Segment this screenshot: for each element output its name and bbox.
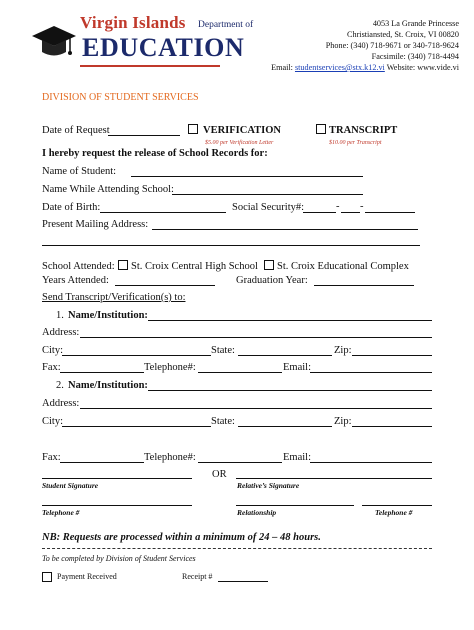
student-telephone-label: Telephone # [42, 508, 80, 517]
transcript-fee: $10.00 per Transcript [329, 140, 382, 146]
recipient2-email-field[interactable] [310, 462, 432, 463]
student-telephone-field[interactable] [42, 505, 192, 506]
or-label: OR [212, 469, 227, 480]
recipient1-fax-field[interactable] [60, 372, 144, 373]
recipient1-name-field[interactable] [148, 320, 432, 321]
recipient2-address-field[interactable] [80, 408, 432, 409]
logo-line2: EDUCATION [82, 33, 245, 62]
verification-label: VERIFICATION [203, 125, 281, 136]
address-line2: Christiansted, St. Croix, VI 00820 [347, 30, 459, 39]
phone: Phone: (340) 718-9671 or 340-718-9624 [325, 41, 459, 50]
recipient2-address-label: Address: [42, 398, 80, 409]
recipient1-zip-label: Zip: [334, 345, 352, 356]
receipt-field[interactable] [218, 581, 268, 582]
recipient2-state-label: State: [211, 416, 235, 427]
name-while-attending-label: Name While Attending School: [42, 184, 174, 195]
payment-received-label: Payment Received [57, 572, 117, 581]
recipient2-zip-label: Zip: [334, 416, 352, 427]
student-signature-field[interactable] [42, 478, 192, 479]
recipient2-fax-label: Fax: [42, 452, 61, 463]
dob-field[interactable] [100, 212, 226, 213]
dob-label: Date of Birth: [42, 202, 101, 213]
transcript-label: TRANSCRIPT [329, 125, 398, 136]
recipient1-address-field[interactable] [80, 337, 432, 338]
recipient2-state-field[interactable] [238, 426, 332, 427]
educational-complex-label: St. Croix Educational Complex [277, 261, 409, 272]
educational-complex-checkbox[interactable] [264, 260, 274, 270]
recipient2-city-label: City: [42, 416, 64, 427]
website: Website: www.vide.vi [386, 63, 459, 72]
mailing-address-field-2[interactable] [42, 245, 420, 246]
school-attended-label: School Attended: [42, 261, 115, 272]
graduation-cap-icon [30, 22, 78, 60]
student-signature-label: Student Signature [42, 481, 99, 490]
verification-checkbox[interactable] [188, 124, 198, 134]
recipient2-name-field[interactable] [148, 390, 432, 391]
graduation-year-field[interactable] [314, 285, 414, 286]
logo-underline [80, 65, 220, 67]
email-link[interactable]: studentservices@stx.k12.vi [294, 63, 385, 72]
years-attended-field[interactable] [115, 285, 215, 286]
recipient1-telephone-field[interactable] [198, 372, 282, 373]
address-line1: 4053 La Grande Princesse [372, 19, 459, 28]
recipient2-city-field[interactable] [62, 426, 211, 427]
student-name-label: Name of Student: [42, 166, 117, 177]
logo-line1: Virgin Islands [80, 13, 186, 32]
central-high-checkbox[interactable] [118, 260, 128, 270]
verification-fee: $5.00 per Verification Letter [205, 140, 274, 146]
recipient1-city-field[interactable] [62, 355, 211, 356]
relative-telephone-label: Telephone # [375, 508, 413, 517]
date-of-request-field[interactable] [108, 135, 180, 136]
ssn-label: Social Security#: [232, 202, 305, 213]
graduation-year-label: Graduation Year: [236, 275, 308, 286]
relative-signature-field[interactable] [236, 478, 432, 479]
office-use-label: To be completed by Division of Student Services [42, 554, 196, 563]
recipient2-fax-field[interactable] [60, 462, 144, 463]
name-while-attending-field[interactable] [172, 194, 363, 195]
relationship-field[interactable] [236, 505, 354, 506]
recipient1-state-field[interactable] [238, 355, 332, 356]
mailing-address-label: Present Mailing Address: [42, 219, 149, 230]
transcript-checkbox[interactable] [316, 124, 326, 134]
recipient2-number: 2. [56, 380, 64, 391]
recipient2-telephone-field[interactable] [198, 462, 282, 463]
date-of-request-label: Date of Request [42, 125, 110, 136]
central-high-label: St. Croix Central High School [131, 261, 258, 272]
send-to-heading: Send Transcript/Verification(s) to: [42, 292, 186, 303]
recipient2-email-label: Email: [283, 452, 311, 463]
recipient1-number: 1. [56, 310, 64, 321]
email-label: Email: [271, 63, 293, 72]
divider [42, 548, 432, 549]
recipient1-city-label: City: [42, 345, 64, 356]
recipient1-email-label: Email: [283, 362, 311, 373]
recipient1-address-label: Address: [42, 327, 80, 338]
student-name-field[interactable] [131, 176, 363, 177]
recipient2-zip-field[interactable] [352, 426, 432, 427]
relative-signature-label: Relative’s Signature [237, 481, 300, 490]
processing-note: NB: Requests are processed within a minimum of 24 – 48 hours. [42, 532, 321, 543]
ssn-part2[interactable] [341, 212, 360, 213]
recipient1-email-field[interactable] [310, 372, 432, 373]
ssn-part1[interactable] [303, 212, 336, 213]
relative-telephone-field[interactable] [362, 505, 432, 506]
fax: Facsimile: (340) 718-4494 [371, 52, 459, 61]
logo-dept: Department of [198, 20, 254, 30]
release-statement: I hereby request the release of School Records for: [42, 148, 268, 159]
recipient1-telephone-label: Telephone#: [144, 362, 196, 373]
recipient2-name-label: Name/Institution: [68, 380, 148, 391]
division-title: DIVISION OF STUDENT SERVICES [42, 92, 199, 103]
years-attended-label: Years Attended: [42, 275, 109, 286]
recipient1-state-label: State: [211, 345, 235, 356]
recipient1-name-label: Name/Institution: [68, 310, 148, 321]
mailing-address-field[interactable] [152, 229, 418, 230]
recipient1-fax-label: Fax: [42, 362, 61, 373]
recipient1-zip-field[interactable] [352, 355, 432, 356]
ssn-dash: - [336, 201, 340, 212]
recipient2-telephone-label: Telephone#: [144, 452, 196, 463]
ssn-part3[interactable] [365, 212, 415, 213]
receipt-label: Receipt # [182, 572, 213, 581]
relationship-label: Relationship [237, 508, 277, 517]
payment-received-checkbox[interactable] [42, 572, 52, 582]
ssn-dash: - [360, 201, 364, 212]
contact-line [271, 63, 459, 72]
